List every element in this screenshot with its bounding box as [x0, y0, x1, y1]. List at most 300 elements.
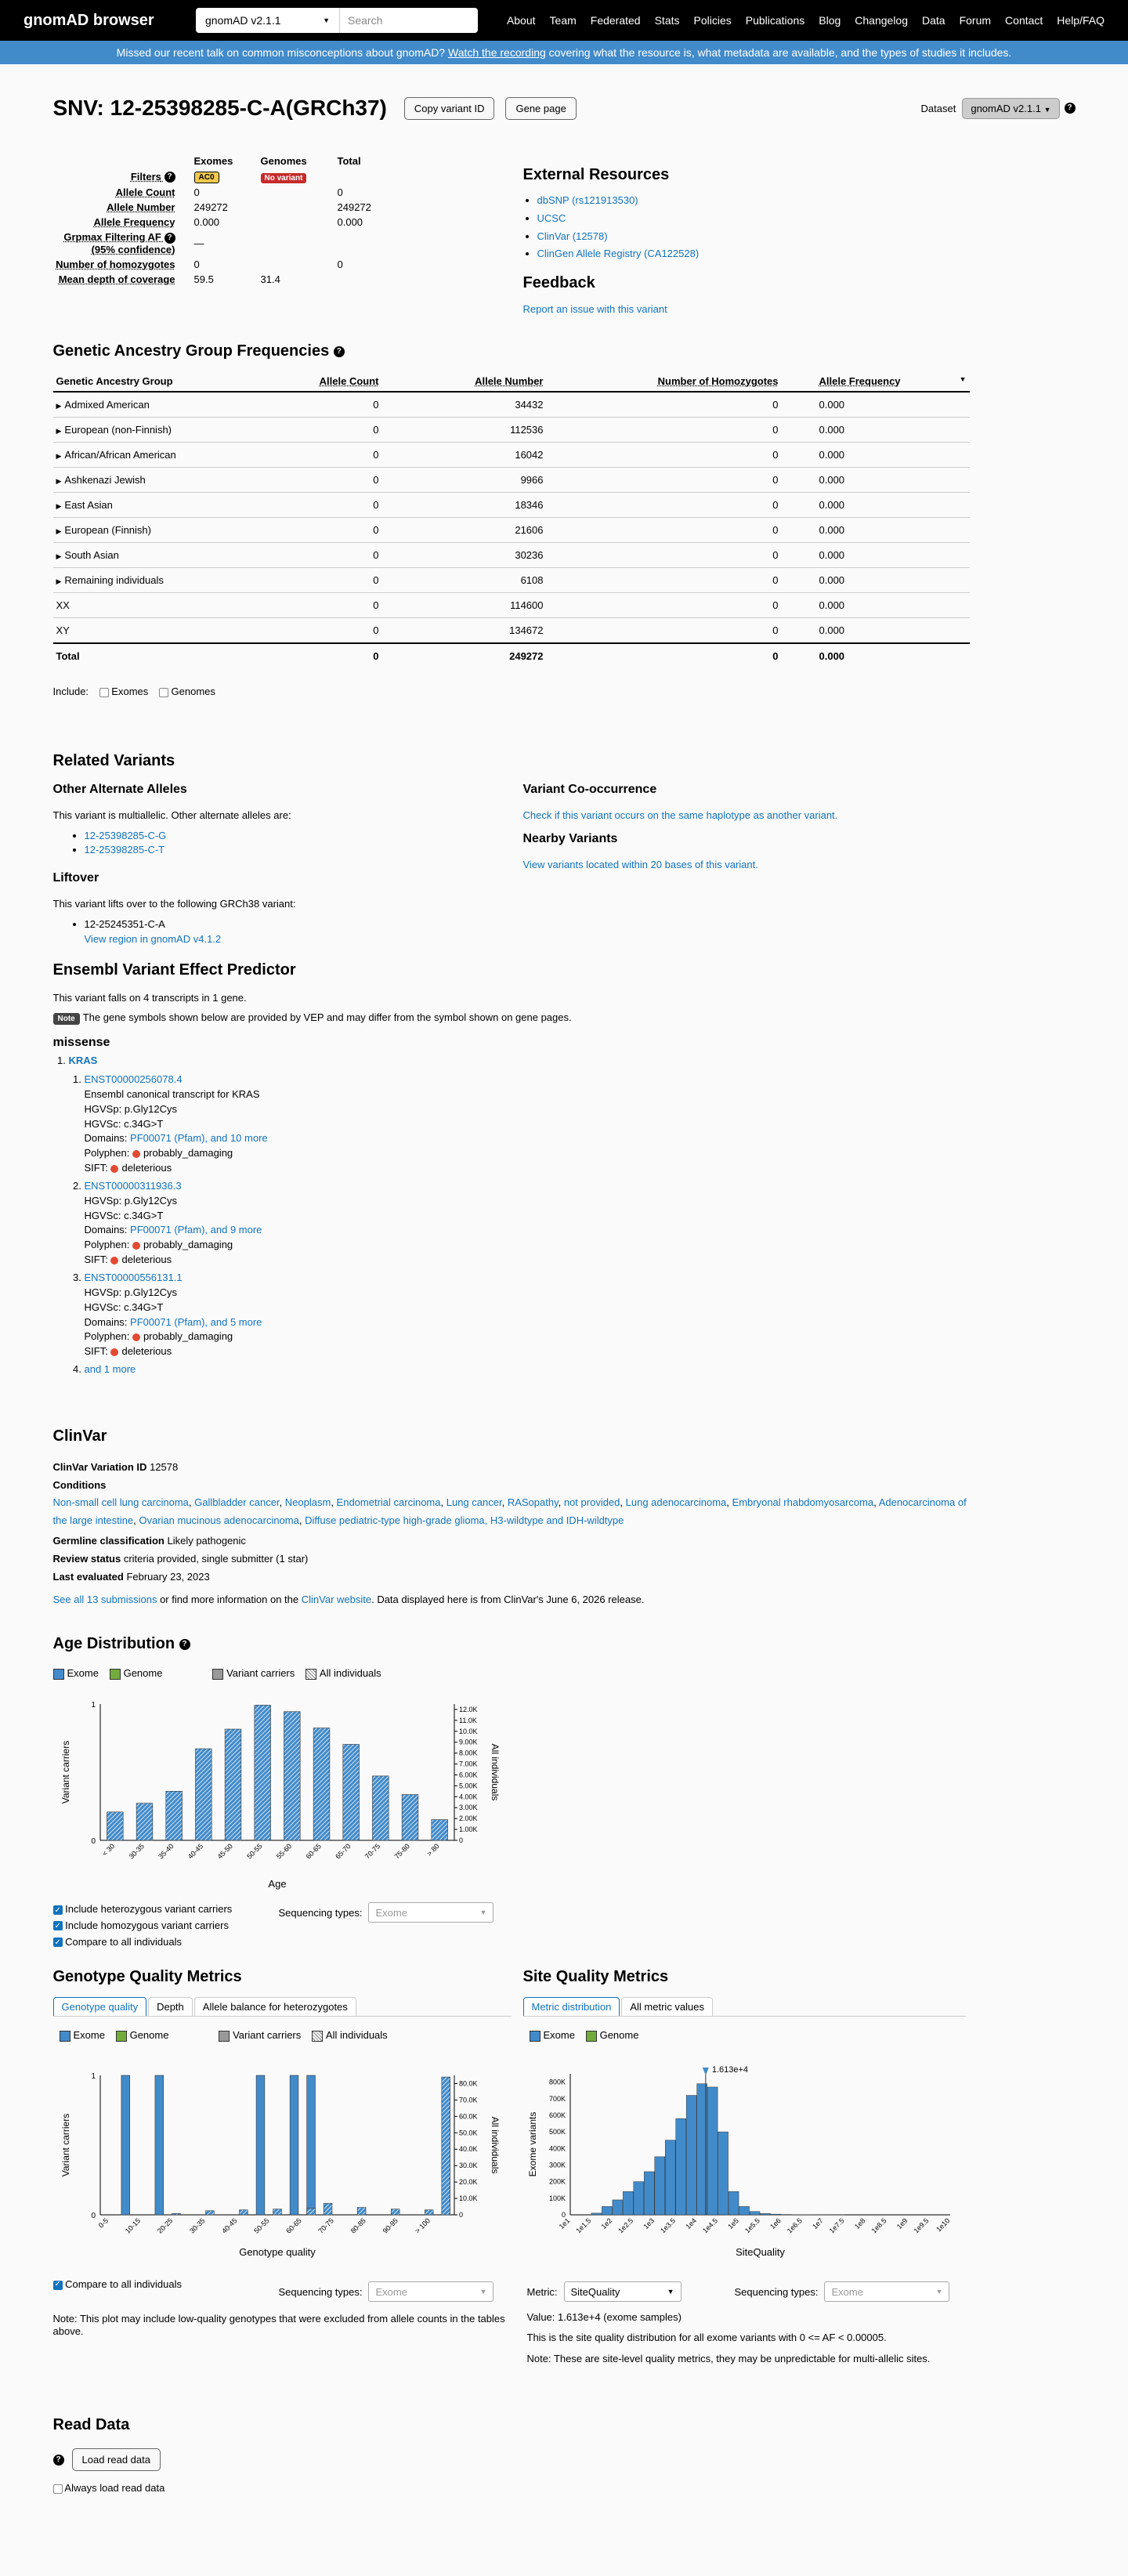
- more-transcripts-link[interactable]: and 1 more: [84, 1363, 136, 1376]
- ancestry-af: 0.000: [782, 392, 970, 418]
- ancestry-title-text: Genetic Ancestry Group Frequencies: [52, 342, 330, 360]
- ancestry-hom: 0: [547, 493, 782, 518]
- alt-allele-item: [85, 843, 523, 857]
- brand-logo[interactable]: gnomAD browser: [24, 11, 154, 29]
- y-tick-label: 600K: [548, 2111, 566, 2119]
- col-exomes: Exomes: [193, 155, 233, 167]
- ancestry-group-cell: [53, 593, 312, 618]
- gene-link[interactable]: KRAS: [68, 1055, 98, 1066]
- tab-genotype-quality[interactable]: Genotype quality: [53, 1997, 147, 2016]
- carrier-bar: [121, 2075, 129, 2215]
- page-title: SNV: 12-25398285-C-A(GRCh37): [52, 96, 387, 120]
- y-tick-label: 300K: [548, 2161, 566, 2169]
- x-tick-label: < 30: [100, 1842, 116, 1858]
- histogram-bar: [591, 2213, 601, 2215]
- age-legend: [53, 1667, 523, 1680]
- transcript-item: [85, 1073, 970, 1176]
- x-tick-label: 1e2.5: [616, 2216, 634, 2235]
- tab-all-metric-values[interactable]: All metric values: [621, 1997, 713, 2016]
- ancestry-group-cell: [53, 392, 312, 418]
- carrier-bar: [290, 2075, 298, 2215]
- all-individuals-bar: [372, 1776, 389, 1840]
- filter-badge-exome: AC0: [194, 172, 219, 183]
- ancestry-an: 16042: [382, 443, 547, 468]
- age-distribution-title-text: Age Distribution: [52, 1635, 175, 1652]
- summary-row-label: Allele Count: [115, 186, 175, 198]
- gq-note: Note: This plot may include low-quality genotypes that were excluded from allele counts in the tables above.: [52, 2313, 505, 2338]
- all-individuals-bar: [205, 2211, 214, 2215]
- external-resources: [523, 166, 962, 315]
- nav-link-team[interactable]: Team: [549, 14, 577, 27]
- x-tick-label: 1e8: [852, 2216, 867, 2231]
- all-individuals-bar: [324, 2203, 332, 2215]
- summary-row-total: 249272: [337, 201, 371, 213]
- nav-link-federated[interactable]: Federated: [590, 14, 641, 27]
- multiallelic-text: This variant is multiallelic. Other alternate alleles are:: [52, 809, 291, 821]
- condition-link[interactable]: RASopathy: [507, 1496, 559, 1508]
- y-tick-label: 100K: [548, 2194, 566, 2202]
- legend-exome-label: Exome: [67, 1667, 99, 1679]
- homozygotes-exomes: 0: [193, 258, 200, 270]
- nearby-variants-link[interactable]: View variants located within 20 bases of this variant.: [522, 859, 758, 870]
- ancestry-col-header[interactable]: [312, 371, 382, 392]
- dataset-select[interactable]: [196, 8, 340, 33]
- external-link[interactable]: ClinVar (12578): [537, 230, 608, 242]
- chevron-down-icon: ▼: [479, 1908, 487, 1916]
- nav-link-policies[interactable]: Policies: [693, 14, 732, 27]
- nav-link-publications[interactable]: Publications: [745, 14, 805, 27]
- seq-types-value: Exome: [831, 2285, 863, 2298]
- ancestry-group-cell: [53, 618, 312, 644]
- ancestry-row[interactable]: [53, 468, 970, 493]
- y2-tick-label: 10.0K: [458, 1727, 478, 1735]
- external-link-item: [537, 192, 962, 210]
- ancestry-hom: 0: [547, 443, 782, 468]
- seq-types-select[interactable]: [824, 2281, 949, 2302]
- x-tick-label: 1e6.5: [785, 2216, 804, 2235]
- y2-tick-label: 60.0K: [458, 2112, 478, 2121]
- x-tick-label: 1e3: [641, 2216, 656, 2231]
- include-exomes-checkbox[interactable]: [99, 688, 109, 697]
- x-tick-label: 10-15: [123, 2216, 142, 2235]
- y2-tick-label: 1.00K: [458, 1825, 478, 1834]
- genome-swatch: [110, 1669, 121, 1680]
- ancestry-group-name: XY: [56, 624, 70, 636]
- homozygotes-total: 0: [337, 258, 343, 270]
- domains-label: Domains:: [84, 1132, 128, 1145]
- read-data-section: [53, 2416, 165, 2494]
- ancestry-col-header[interactable]: [382, 371, 547, 392]
- domain-more-link[interactable]: , and 9 more: [204, 1224, 262, 1236]
- y-tick-label: 0: [90, 2212, 96, 2220]
- ancestry-row: [53, 618, 970, 644]
- ancestry-group-name: South Asian: [64, 549, 119, 561]
- nav-link-about[interactable]: About: [506, 14, 536, 27]
- hgvsp-text: HGVSp: p.Gly12Cys: [84, 1286, 177, 1298]
- banner-link[interactable]: Watch the recording: [448, 46, 546, 59]
- seq-types-label: Sequencing types:: [734, 2285, 819, 2298]
- seq-types-select[interactable]: [368, 2281, 494, 2302]
- site-quality-section: [523, 1968, 970, 2042]
- x-tick-label: 1e7.5: [827, 2216, 846, 2235]
- include-label: Include:: [52, 686, 89, 697]
- x-tick-label: 1e1.5: [573, 2216, 592, 2235]
- x-tick-label: 75-80: [392, 1842, 411, 1861]
- nav-links: [507, 14, 1104, 27]
- copy-variant-id-button[interactable]: Copy variant ID: [404, 97, 495, 120]
- histogram-bar: [760, 2213, 770, 2215]
- tab-metric-distribution[interactable]: Metric distribution: [523, 1997, 620, 2016]
- all-individuals-swatch: [312, 2031, 323, 2042]
- top-nav: [0, 0, 1128, 41]
- y2-tick-label: 0: [458, 1836, 463, 1844]
- external-link[interactable]: UCSC: [537, 212, 566, 224]
- ancestry-hom: 0: [547, 543, 782, 568]
- x-axis-title: Age: [267, 1878, 287, 1890]
- always-load-checkbox[interactable]: [53, 2484, 63, 2494]
- gq-compare-checkbox[interactable]: [53, 2281, 63, 2290]
- sift-label: SIFT:: [84, 1162, 108, 1174]
- clinvar-variation-id: [53, 1461, 970, 1473]
- nav-link-help-faq[interactable]: Help/FAQ: [1057, 14, 1104, 27]
- ancestry-an: 18346: [382, 493, 547, 518]
- domain-more-link[interactable]: , and 5 more: [204, 1315, 262, 1328]
- y2-tick-label: 11.0K: [458, 1716, 477, 1724]
- homozygotes-label: Number of homozygotes: [56, 258, 175, 270]
- ancestry-hom: 0: [547, 568, 782, 593]
- legend-exome-label: Exome: [73, 2029, 105, 2041]
- feedback-title: Feedback: [522, 274, 595, 291]
- include-genomes-checkbox[interactable]: [159, 688, 168, 697]
- ancestry-group-cell: [53, 418, 312, 443]
- help-icon[interactable]: ?: [164, 172, 175, 183]
- report-issue-link[interactable]: Report an issue with this variant: [522, 303, 667, 315]
- summary-row: [53, 185, 381, 200]
- ancestry-ac: 0: [312, 392, 382, 418]
- x-tick-label: 1e4.5: [700, 2216, 719, 2235]
- chevron-down-icon: ▼: [667, 2288, 674, 2296]
- x-tick-label: 1e10: [934, 2216, 951, 2234]
- related-variants-section: [53, 752, 970, 946]
- compare-all-checkbox[interactable]: [53, 1937, 63, 1947]
- consequence-title: missense: [52, 1036, 110, 1049]
- seq-types-select[interactable]: [368, 1902, 494, 1923]
- nav-link-data[interactable]: Data: [922, 14, 945, 27]
- y-tick-label: 1: [90, 1701, 96, 1709]
- ancestry-row[interactable]: [53, 443, 970, 468]
- ancestry-ac: 0: [312, 443, 382, 468]
- conditions-label: Conditions: [52, 1479, 107, 1491]
- x-tick-label: 60-65: [284, 2216, 303, 2235]
- include-controls: [53, 686, 970, 697]
- gq-compare: [53, 2278, 182, 2290]
- transcript-item: [85, 1271, 970, 1359]
- x-tick-label: 90-95: [381, 2216, 400, 2235]
- expand-triangle-icon[interactable]: ▶: [56, 577, 62, 585]
- all-individuals-bar: [284, 1712, 300, 1840]
- help-icon[interactable]: ?: [53, 2455, 64, 2466]
- external-resources-title: External Resources: [522, 166, 670, 183]
- age-distribution-chart: [53, 1690, 523, 1894]
- summary-row-exomes: 249272: [193, 201, 228, 213]
- external-link-item: [537, 228, 962, 246]
- seq-types-value: Exome: [375, 1906, 407, 1919]
- ancestry-row[interactable]: [53, 392, 970, 418]
- domain-link[interactable]: PF00071 (Pfam): [130, 1224, 205, 1236]
- all-individuals-bar: [195, 1749, 212, 1840]
- all-individuals-bar: [313, 1728, 330, 1840]
- help-icon[interactable]: ?: [164, 233, 175, 244]
- ancestry-row[interactable]: [53, 418, 970, 443]
- condition-link[interactable]: Lung adenocarcinoma: [625, 1496, 727, 1508]
- histogram-bar: [718, 2132, 728, 2215]
- expand-triangle-icon[interactable]: ▶: [56, 452, 62, 460]
- ancestry-an: 34432: [382, 392, 547, 418]
- metric-select[interactable]: [564, 2281, 682, 2302]
- carriers-swatch: [219, 2031, 230, 2042]
- ancestry-group-name: Ashkenazi Jewish: [64, 474, 146, 486]
- ancestry-row[interactable]: [53, 493, 970, 518]
- summary-row-exomes: 0.000: [193, 216, 220, 228]
- ancestry-an: 9966: [382, 468, 547, 493]
- dataset-switcher-value: gnomAD v2.1.1: [971, 102, 1041, 114]
- expand-triangle-icon[interactable]: ▶: [56, 427, 62, 435]
- expand-triangle-icon[interactable]: ▶: [56, 552, 62, 560]
- canonical-text: Ensembl canonical transcript for KRAS: [84, 1087, 260, 1100]
- summary-table: [53, 154, 381, 287]
- all-individuals-bar: [342, 1745, 359, 1840]
- banner-text: Missed our recent talk on common misconceptions about gnomAD?: [116, 46, 446, 59]
- help-icon[interactable]: ?: [334, 346, 345, 357]
- expand-triangle-icon[interactable]: ▶: [56, 527, 62, 535]
- condition-link[interactable]: not provided: [563, 1496, 620, 1508]
- ancestry-an: 6108: [382, 568, 547, 593]
- transcript-link[interactable]: ENST00000256078.4: [84, 1073, 183, 1085]
- germline-classification: [53, 1535, 970, 1547]
- condition-link[interactable]: Embryonal rhabdomyosarcoma: [732, 1496, 874, 1508]
- coverage-genomes: 31.4: [260, 273, 280, 285]
- metric-value: SiteQuality: [570, 2285, 620, 2298]
- help-icon[interactable]: ?: [1065, 103, 1076, 114]
- chevron-down-icon: ▼: [323, 16, 330, 24]
- all-individuals-bar: [273, 2209, 281, 2215]
- include-genomes-label: Genomes: [171, 686, 215, 697]
- transcript-link[interactable]: ENST00000556131.1: [84, 1271, 183, 1283]
- exome-swatch: [60, 2031, 70, 2042]
- condition-link[interactable]: Diffuse pediatric-type high-grade glioma, H3-wildtype and IDH-wildtype: [305, 1514, 624, 1526]
- include-het-label: Include heterozygous variant carriers: [65, 1903, 233, 1915]
- condition-link[interactable]: Adenocarcinoma of the large intestine: [52, 1496, 967, 1526]
- ancestry-row[interactable]: [53, 518, 970, 543]
- x-tick-label: 1e3.5: [658, 2216, 677, 2235]
- site-quality-chart: [523, 2058, 970, 2270]
- summary-row-total: 0.000: [337, 216, 363, 228]
- ancestry-af: 0.000: [782, 443, 970, 468]
- legend-carriers-label: Variant carriers: [226, 1667, 295, 1679]
- conditions-list: Non-small cell lung carcinoma, Gallbladder cancer, Neoplasm, Endometrial carcinoma, Lung cancer, RASopathy, not provided, Lung adenocarcinoma, Embryonal rhabdomyosarcoma, Adenocarcinoma of the large intestine, Ovarian mucinous adenocarcinoma, Diffuse pediatric-type high-grade glioma, H3-wildtype and IDH-wildtype: [52, 1496, 967, 1526]
- clinvar-footer-post: . Data displayed here is from ClinVar's June 6, 2026 release.: [371, 1593, 645, 1605]
- see-all-submissions-link[interactable]: See all 13 submissions: [52, 1593, 157, 1605]
- x-tick-label: 1e5.5: [743, 2216, 761, 2235]
- nav-link-changelog[interactable]: Changelog: [855, 14, 909, 27]
- domain-link[interactable]: PF00071 (Pfam): [130, 1315, 205, 1328]
- histogram-bar: [654, 2157, 664, 2215]
- exome-swatch: [53, 1669, 64, 1680]
- deleterious-dot-icon: [110, 1257, 118, 1264]
- condition-link[interactable]: Lung cancer: [446, 1496, 502, 1508]
- vep-title: Ensembl Variant Effect Predictor: [52, 961, 296, 979]
- external-link[interactable]: ClinGen Allele Registry (CA122528): [537, 248, 700, 260]
- external-link[interactable]: dbSNP (rs121913530): [537, 194, 638, 206]
- y2-tick-label: 4.00K: [458, 1793, 478, 1801]
- liftover-list: [53, 917, 523, 946]
- cooccurrence-link[interactable]: Check if this variant occurs on the same haplotype as another variant.: [522, 809, 838, 821]
- carrier-bar: [154, 2075, 163, 2215]
- x-tick-label: 80-85: [349, 2216, 367, 2235]
- grpmax-sublabel: (95% confidence): [91, 243, 175, 255]
- value-marker-arrow: [702, 2068, 708, 2075]
- y2-tick-label: 2.00K: [458, 1814, 478, 1823]
- include-hom-checkbox[interactable]: [53, 1921, 63, 1930]
- sq-note: Note: These are site-level quality metrics, they may be unpredictable for multi-allelic sites.: [526, 2352, 931, 2364]
- gene-page-button[interactable]: Gene page: [505, 97, 576, 120]
- ancestry-group-cell: [53, 543, 312, 568]
- condition-link[interactable]: Ovarian mucinous adenocarcinoma: [139, 1514, 299, 1526]
- y2-tick-label: 8.00K: [458, 1749, 478, 1757]
- ancestry-an: 21606: [382, 518, 547, 543]
- ancestry-hom: 0: [547, 518, 782, 543]
- help-icon[interactable]: ?: [179, 1639, 190, 1650]
- tab-allele-balance-for-heterozygotes[interactable]: Allele balance for heterozygotes: [194, 1997, 356, 2016]
- ancestry-af: 0.000: [782, 618, 970, 644]
- nav-link-blog[interactable]: Blog: [819, 14, 841, 27]
- dataset-switcher[interactable]: [962, 98, 1059, 119]
- genotype-quality-title: Genotype Quality Metrics: [52, 1968, 242, 1985]
- histogram-bar: [707, 2087, 718, 2215]
- ancestry-col-header[interactable]: [53, 371, 312, 392]
- search-input[interactable]: Search: [348, 14, 383, 27]
- y2-tick-label: 9.00K: [458, 1738, 478, 1746]
- histogram-bar: [750, 2212, 760, 2215]
- filters-label-text: Filters: [130, 170, 161, 183]
- ancestry-ac: 0: [312, 643, 382, 668]
- nearby-variants-title: Nearby Variants: [522, 832, 618, 845]
- domain-more-link[interactable]: , and 10 more: [204, 1132, 268, 1145]
- nav-link-forum[interactable]: Forum: [959, 14, 992, 27]
- search-box: [196, 8, 478, 33]
- ancestry-row[interactable]: [53, 568, 970, 593]
- ancestry-ac: 0: [312, 493, 382, 518]
- filter-badge-genome: No variant: [261, 173, 307, 183]
- histogram-bar: [623, 2191, 633, 2215]
- ancestry-af: 0.000: [782, 568, 970, 593]
- expand-triangle-icon[interactable]: ▶: [56, 502, 62, 510]
- vep-note: [53, 1011, 970, 1023]
- chevron-down-icon: ▼: [479, 2288, 487, 2296]
- genome-swatch: [586, 2031, 597, 2042]
- y2-tick-label: 20.0K: [458, 2178, 478, 2187]
- filters-label: [53, 168, 194, 185]
- tab-depth[interactable]: Depth: [148, 1997, 193, 2016]
- nav-link-stats[interactable]: Stats: [654, 14, 680, 27]
- ancestry-ac: 0: [312, 468, 382, 493]
- alt-allele-item: [85, 829, 523, 843]
- always-load-label: Always load read data: [64, 2482, 165, 2494]
- transcript-link[interactable]: ENST00000311936.3: [84, 1179, 182, 1192]
- x-tick-label: 0-5: [96, 2216, 110, 2230]
- y2-tick-label: 12.0K: [458, 1705, 478, 1713]
- sq-notes: [527, 2311, 966, 2365]
- x-tick-label: 65-70: [333, 1842, 352, 1861]
- clinvar-website-link[interactable]: ClinVar website: [301, 1593, 372, 1605]
- alt-allele-link[interactable]: 12-25398285-C-G: [84, 830, 167, 841]
- condition-link[interactable]: Gallbladder cancer: [194, 1496, 280, 1508]
- legend-carriers-label: Variant carriers: [233, 2029, 302, 2041]
- view-region-link[interactable]: View region in gnomAD v4.1.2: [84, 932, 222, 945]
- x-tick-label: 1e1: [557, 2216, 571, 2231]
- ancestry-col-header[interactable]: [782, 371, 970, 392]
- include-het-checkbox[interactable]: [53, 1905, 63, 1915]
- clinvar-vid-value: 12578: [150, 1461, 179, 1473]
- expand-triangle-icon[interactable]: ▶: [56, 477, 62, 485]
- y-axis-title: Variant carriers: [60, 1740, 71, 1804]
- ancestry-group-name: European (Finnish): [64, 524, 151, 536]
- seq-types-label: Sequencing types:: [278, 1906, 363, 1919]
- deleterious-dot-icon: [110, 1165, 118, 1173]
- gq-seq-types: [279, 2281, 494, 2302]
- ancestry-row[interactable]: [53, 543, 970, 568]
- all-individuals-bar: [239, 2210, 248, 2215]
- ancestry-title: [53, 342, 970, 360]
- x-tick-label: 45-50: [215, 1842, 234, 1861]
- external-link-item: [537, 245, 962, 263]
- x-tick-label: 35-40: [156, 1842, 175, 1861]
- x-tick-label: 70-75: [363, 1842, 381, 1861]
- last-evaluated-value: February 23, 2023: [126, 1570, 210, 1583]
- y-tick-label: 500K: [548, 2128, 566, 2136]
- clinvar-section: [53, 1427, 970, 1605]
- alt-allele-link[interactable]: 12-25398285-C-T: [84, 844, 165, 856]
- condition-link[interactable]: Non-small cell lung carcinoma: [52, 1496, 189, 1508]
- x-tick-label: 20-25: [155, 2216, 174, 2235]
- ancestry-hom: 0: [547, 418, 782, 443]
- domains-label: Domains:: [84, 1224, 128, 1236]
- expand-triangle-icon[interactable]: ▶: [56, 402, 62, 410]
- damaging-dot-icon: [132, 1150, 140, 1158]
- ancestry-col-header[interactable]: [547, 371, 782, 392]
- ancestry-af: 0.000: [782, 493, 970, 518]
- liftover-variant: 12-25245351-C-A: [84, 918, 165, 931]
- domain-link[interactable]: PF00071 (Pfam): [130, 1132, 205, 1145]
- vep-transcripts-text: This variant falls on 4 transcripts in 1 gene.: [52, 992, 247, 1004]
- all-individuals-bar: [441, 2077, 450, 2215]
- all-individuals-bar: [402, 1795, 418, 1840]
- condition-link[interactable]: Endometrial carcinoma: [336, 1496, 441, 1508]
- x-tick-label: 60-65: [304, 1842, 323, 1861]
- condition-link[interactable]: Neoplasm: [284, 1496, 331, 1508]
- y-tick-label: 0: [561, 2211, 566, 2219]
- load-read-data-button[interactable]: Load read data: [72, 2448, 161, 2471]
- nav-link-contact[interactable]: Contact: [1005, 14, 1043, 27]
- ancestry-group-name: XX: [56, 599, 70, 611]
- ancestry-af: 0.000: [782, 518, 970, 543]
- sq-dist-text: This is the site quality distribution for all exome variants with 0 <= AF < 0.00005.: [526, 2332, 887, 2344]
- sq-value-text: Value: 1.613e+4 (exome samples): [526, 2311, 682, 2323]
- deleterious-dot-icon: [110, 1348, 118, 1356]
- sift-label: SIFT:: [84, 1345, 108, 1358]
- ancestry-an: 249272: [382, 643, 547, 668]
- y-tick-label: 0: [90, 1837, 96, 1846]
